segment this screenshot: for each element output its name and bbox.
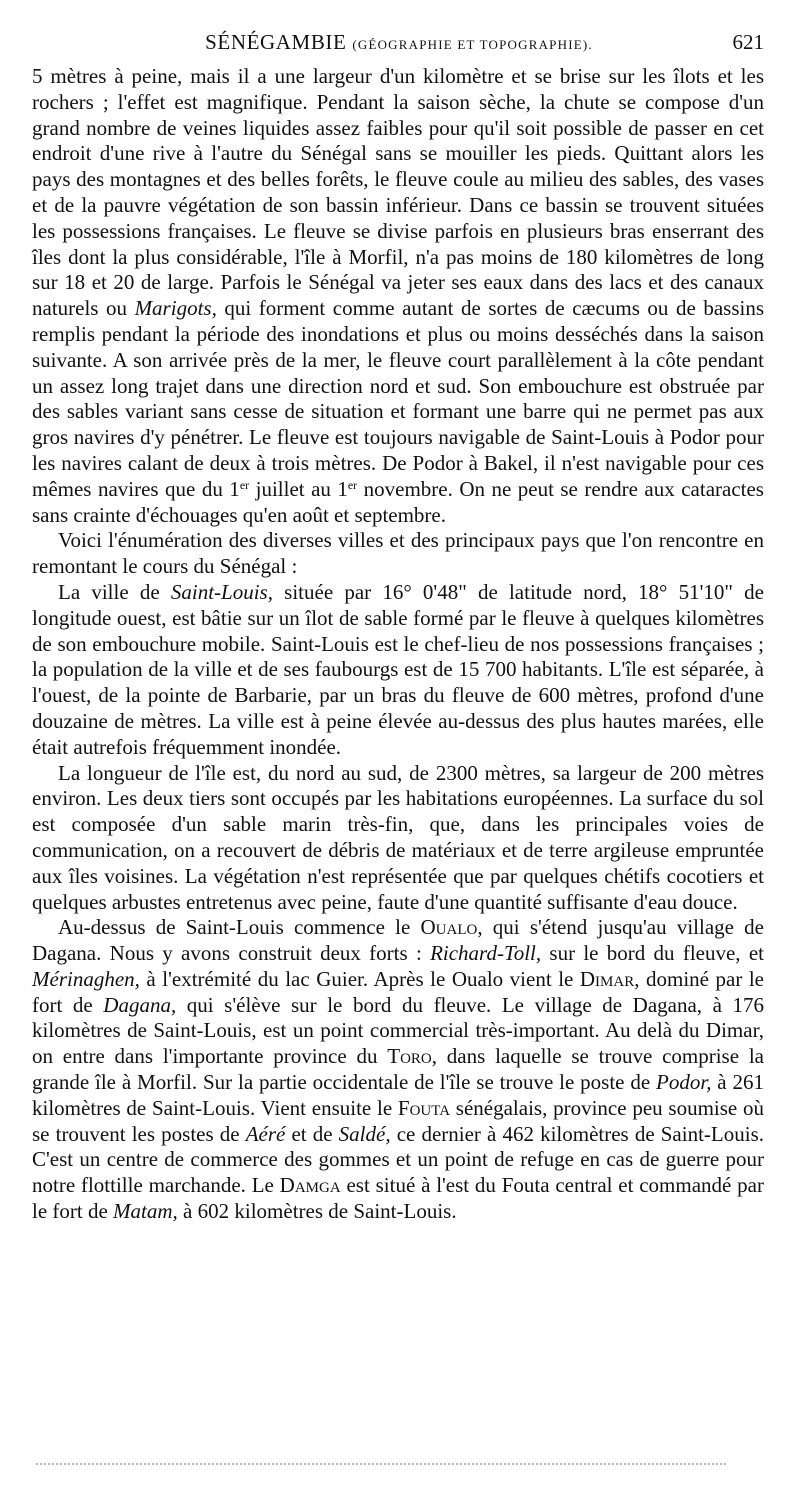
text-run: Au-dessus de Saint-Louis commence le: [58, 915, 421, 940]
paragraph-1: [32, 64, 764, 528]
text-run: dominé par le fort de: [32, 966, 764, 1017]
text-run: qui s'élève sur le bord du fleuve. Le village de Dagana, à 176 kilomètres de Saint-Louis, est un point commercial très-important. Au delà du Dimar, on entre dans l'importante province du: [32, 992, 764, 1069]
smallcaps-region: Fouta: [397, 1095, 451, 1120]
text-run: dans laquelle se trouve comprise la grande île à Morfil. Sur la partie occidentale de l'île se trouve le poste de: [32, 1044, 764, 1095]
italic-place: Richard-Toll,: [430, 941, 542, 966]
running-title-sub: (GÉOGRAPHIE ET TOPOGRAPHIE).: [352, 37, 593, 52]
page-body: [32, 64, 764, 1225]
italic-term: Marigots,: [134, 296, 217, 321]
superscript: er: [239, 477, 250, 492]
italic-place: Podor,: [656, 1070, 712, 1095]
text-run: située par 16° 0'48" de latitude nord, 18° 51'10" de longitude ouest, est bâtie sur un îlot de sable formé par le fleuve à quelques kilomètres de son embouchure mobile. Saint-Louis est le chef-lieu de nos possessions françaises ; la population de la ville et de ses faubourgs est de 15 700 habitants. L'île est séparée, à l'ouest, de la pointe de Barbarie, par un bras du fleuve de 600 mètres, profond d'une douzaine de mètres. La ville est à peine élevée au-dessus des plus hautes marées, elle était autrefois fréquemment inondée.: [32, 579, 765, 759]
running-title-main: SÉNÉGAMBIE: [205, 30, 347, 54]
text-run: qui s'étend jusqu'au village de Dagana. Nous y avons construit deux forts :: [32, 915, 764, 966]
italic-place: Mérinaghen,: [32, 966, 140, 991]
page-number: 621: [732, 30, 764, 54]
text-run: ce dernier à 462 kilomètres de Saint-Louis. C'est un centre de commerce des gommes et un point de refuge en cas de guerre pour notre flottille marchande. Le: [32, 1121, 765, 1198]
text-run: à 261 kilomètres de Saint-Louis. Vient ensuite le: [32, 1070, 764, 1120]
smallcaps-region: Damga: [279, 1173, 341, 1198]
paragraph-5: [32, 915, 764, 1225]
italic-place: Saint-Louis,: [170, 579, 273, 604]
page-header: [34, 30, 764, 64]
smallcaps-region: Oualo,: [420, 915, 483, 940]
paragraph-3: [32, 580, 764, 761]
text-run: novembre. On ne peut se rendre aux cataractes sans crainte d'échouages qu'en août et septembre.: [32, 476, 764, 527]
italic-place: Dagana,: [103, 992, 177, 1017]
superscript: er: [347, 477, 358, 492]
running-title: [34, 30, 764, 55]
text-run: à l'extrémité du lac Guier. Après le Oualo vient le: [139, 966, 580, 991]
smallcaps-region: Toro,: [387, 1044, 438, 1069]
italic-place: Matam,: [113, 1199, 178, 1224]
text-run: sur le bord du fleuve, et: [541, 941, 764, 966]
text-run: 5 mètres à peine, mais il a une largeur d'un kilomètre et se brise sur les îlots et les rochers ; l'effet est magnifique. Pendant la saison sèche, la chute se compose d'un grand nombre de veines liquides assez faibles pour qu'il soit possible de passer en cet endroit d'une rive à l'autre du Sénégal sans se mouiller les pieds. Quittant alors les pays des montagnes et des belles forêts, le fleuve coule au milieu des sables, des vases et de la pauvre végétation de son bassin inférieur. Dans ce bassin se trouvent situées les possessions françaises. Le fleuve se divise parfois en plusieurs bras enserrant des îles dont la plus considérable, l'île à Morfil, n'a pas moins de 180 kilomètres de long sur 18 et 20 de large. Parfois le Sénégal va jeter ses eaux dans des lacs et des canaux naturels ou: [32, 64, 764, 321]
italic-place: Saldé,: [338, 1121, 391, 1146]
paragraph-2: Voici l'énumération des diverses villes et des principaux pays que l'on rencontre en remontant le cours du Sénégal :: [32, 528, 764, 579]
text-run: juillet au 1: [249, 476, 348, 501]
text-run: sénégalais, province peu soumise où se trouvent les postes de: [32, 1095, 764, 1146]
text-run: qui forment comme autant de sortes de cæcums ou de bassins remplis pendant la période des inondations et plus ou moins desséchés dans la saison suivante. A son arrivée près de la mer, le fleuve court parallèlement à la côte pendant un assez long trajet dans une direction nord et sud. Son embouchure est obstruée par des sables variant sans cesse de situation et formant une barre qui ne permet pas aux gros navires d'y pénétrer. Le fleuve est toujours navigable de Saint-Louis à Podor pour les navires calant de deux à trois mètres. De Podor à Bakel, il n'est navigable pour ces mêmes navires que du 1: [32, 296, 764, 501]
paragraph-4: La longueur de l'île est, du nord au sud, de 2300 mètres, sa largeur de 200 mètres environ. Les deux tiers sont occupés par les habitations européennes. La surface du sol est composée d'un sable marin très-fin, que, dans les principales voies de communication, on a recouvert de débris de matériaux et de terre argileuse empruntée aux îles voisines. La végétation n'est représentée que par quelques chétifs cocotiers et quelques arbustes entretenus avec peine, faute d'une quantité suffisante d'eau douce.: [32, 760, 764, 914]
italic-place: Aéré: [245, 1121, 286, 1146]
text-run: La ville de: [58, 579, 171, 604]
smallcaps-region: Dimar,: [579, 966, 640, 991]
footer-dotted-rule: [36, 1463, 726, 1465]
text-run: est situé à l'est du Fouta central et commandé par le fort de: [32, 1173, 764, 1224]
text-run: et de: [285, 1121, 339, 1146]
text-run: à 602 kilomètres de Saint-Louis.: [177, 1199, 457, 1224]
